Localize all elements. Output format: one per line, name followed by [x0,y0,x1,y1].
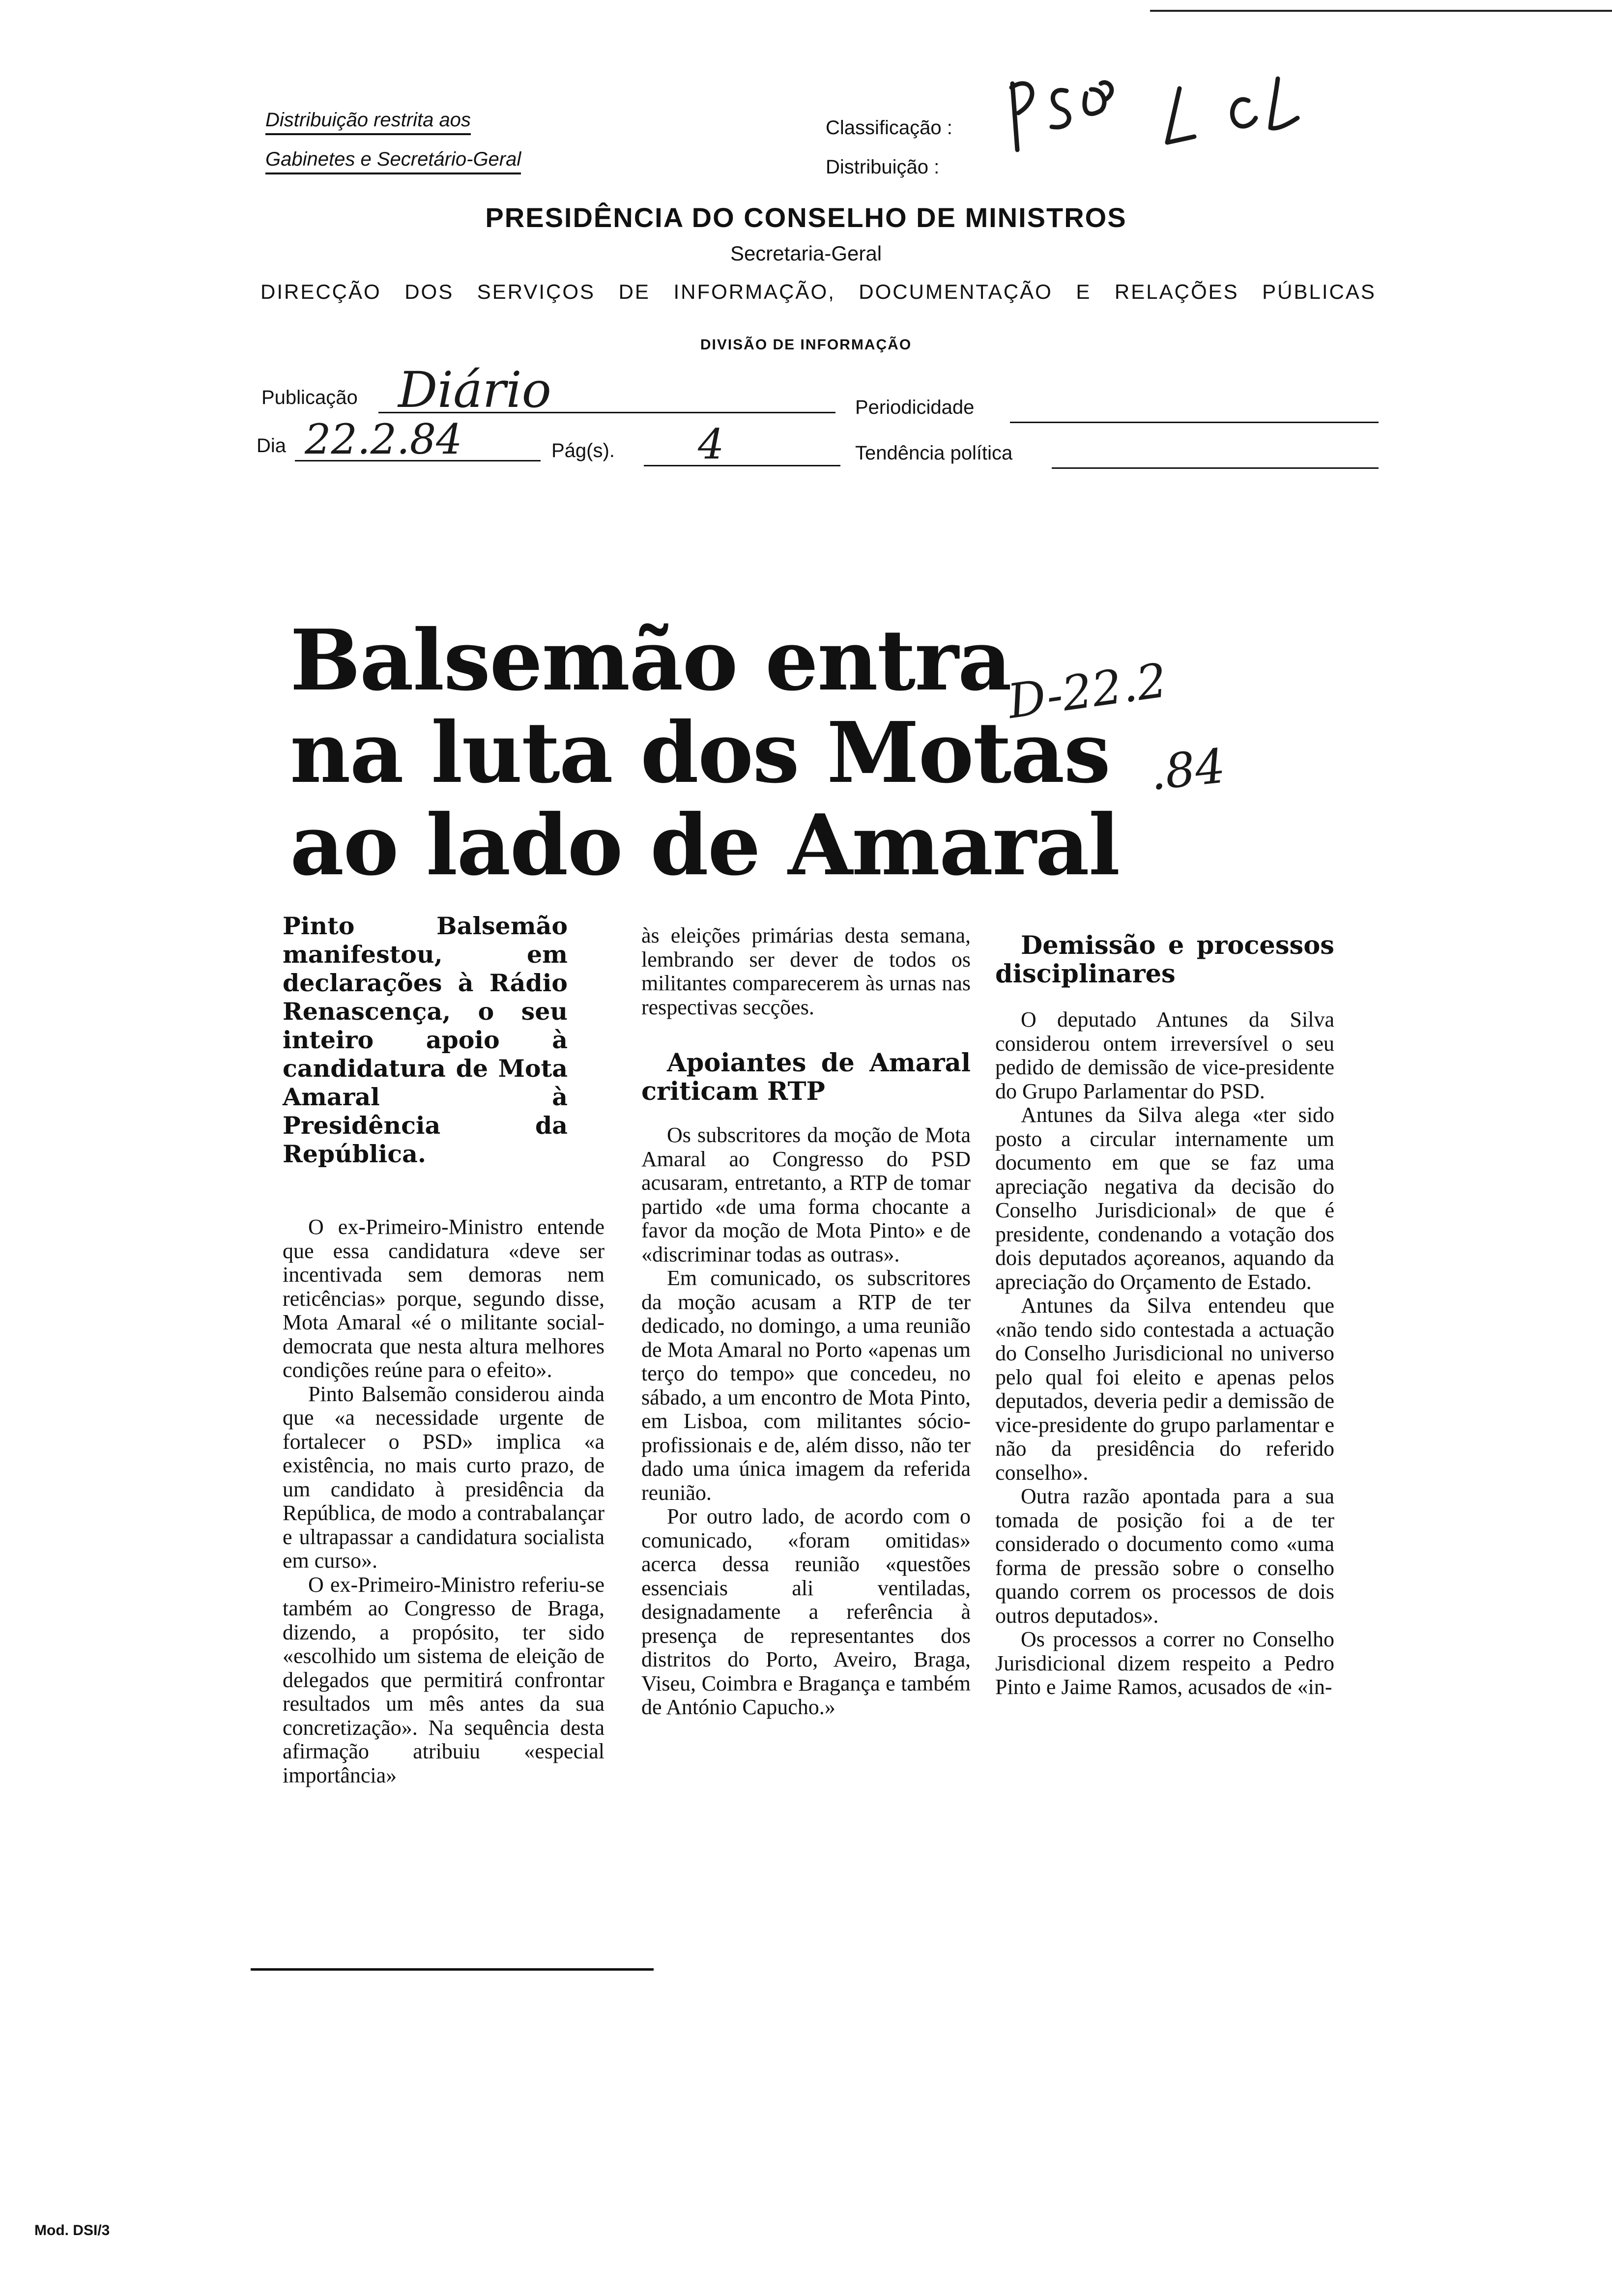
article-paragraph: Pinto Balsemão considerou ainda que «a necessidade urgente de fortalecer o PSD» implica «a existência, no mais curto prazo, de um candidato à presidência da República, de modo a contrabalançar e ultrapassar a candidatura socialista em curso». [283,1381,604,1573]
publicacao-value: Diário [398,361,551,419]
direccao-word: INFORMAÇÃO, [673,280,835,303]
direccao-word: DE [618,280,650,303]
tendencia-label: Tendência política [855,442,1013,464]
direccao-word: PÚBLICAS [1262,280,1376,303]
headline-line: na luta dos Motas [290,704,1110,802]
periodicidade-label: Periodicidade [855,397,975,418]
article-paragraph: Em comunicado, os subscritores da moção acusam a RTP de ter dedicado, no domingo, a uma reunião de Mota Amaral no Porto «apenas um terço do tempo» que concedeu, no sábado, a um encontro de Mota Pinto, em Lisboa, com militantes sócio-profissionais e de, além disso, não ter dado uma única imagem da referida reunião. [641,1266,971,1505]
restricted-distribution-line2: Gabinetes e Secretário-Geral [265,148,521,174]
tendencia-line [1052,467,1379,469]
direccao-word: DIRECÇÃO [260,280,381,303]
article-paragraph: O deputado Antunes da Silva considerou ontem irreversível o seu pedido de demissão de vice-presidente do Grupo Parlamentar do PSD. [995,1007,1334,1103]
pags-value: 4 [698,420,724,468]
article-paragraph: O ex-Primeiro-Ministro entende que essa candidatura «deve ser incentivada sem demoras nem reticências» porque, segundo disse, Mota Amaral «é o militante social-democrata que nesta altura melhores condições reúne para o efeito». [283,1215,604,1382]
dia-value: 22.2.84 [305,415,462,463]
pags-label: Pág(s). [551,440,615,461]
dia-label: Dia [257,435,287,457]
article-paragraph: Outra razão apontada para a sua tomada de posição foi a de ter considerado o documento como «uma forma de pressão sobre o conselho quando correm os processos de dois outros deputados». [995,1484,1334,1628]
article-paragraph: Antunes da Silva alega «ter sido posto a circular internamente um documento em que se faz uma apreciação negativa da decisão do Conselho Jurisdicional» de que é presidente, condenando a votação dos dois deputados açoreanos, aquando da apreciação do Orçamento de Estado. [995,1103,1334,1294]
direccao-word: SERVIÇOS [477,280,596,303]
direccao-word: RELAÇÕES [1114,280,1239,303]
publicacao-label: Publicação [261,387,358,408]
article-subhead-rtp: Apoiantes de Amaral criticam RTP [641,1048,971,1106]
direccao-servicos [260,280,1376,304]
article-column-2 [641,924,971,1720]
secretaria-geral: Secretaria-Geral [730,242,882,265]
divisao-informacao: DIVISÃO DE INFORMAÇÃO [700,337,912,353]
handwritten-date-note-year: .84 [1147,738,1228,801]
restricted-distribution-line1: Distribuição restrita aos [265,109,471,135]
article-lead: Pinto Balsemão manifestou, em declarações à Rádio Renascença, o seu inteiro apoio à candidatura de Mota Amaral à Presidência da República. [283,912,568,1168]
article-bottom-rule [251,1968,654,1971]
classificacao-label: Classificação : [826,117,952,139]
top-edge-rule [1150,10,1612,12]
periodicidade-line [1010,422,1379,423]
article-headline [290,611,1120,894]
handwritten-classification-signature [1003,64,1337,162]
article-subhead-demissao: Demissão e processos disciplinares [995,931,1334,989]
distribuicao-label: Distribuição : [826,156,940,178]
headline-line: ao lado de Amaral [290,796,1120,894]
article-paragraph: Antunes da Silva entendeu que «não tendo sido contestada a actuação do Conselho Jurisdicional no universo pelo qual foi eleito e apenas pelos deputados, deveria pedir a demissão de vice-presidente do grupo parlamentar e não da presidência do referido conselho». [995,1293,1334,1485]
article-paragraph: O ex-Primeiro-Ministro referiu-se também ao Congresso de Braga, dizendo, a propósito, ter sido «escolhido um sistema de eleição de delegados que permitirá confrontar resultados um mês antes da sua concretização». Na sequência desta afirmação atribuiu «especial importância» [283,1572,604,1787]
article-paragraph: Por outro lado, de acordo com o comunicado, «foram omitidas» acerca dessa reunião «questões essenciais ali ventiladas, designadamente a referência à presença de representantes dos distritos do Porto, Aveiro, Braga, Viseu, Coimbra e Bragança e também de António Capucho.» [641,1504,971,1719]
headline-line: Balsemão entra [290,611,1011,710]
presidencia-heading: PRESIDÊNCIA DO CONSELHO DE MINISTROS [485,202,1127,233]
article-paragraph: Os processos a correr no Conselho Jurisdicional dizem respeito a Pedro Pinto e Jaime Ramos, acusados de «in- [995,1627,1334,1699]
article-column-3 [995,931,1334,1699]
direccao-word: DOCUMENTAÇÃO [859,280,1053,303]
article-column-1 [283,912,604,1787]
direccao-word: DOS [404,280,454,303]
direccao-word: E [1076,280,1092,303]
article-paragraph-continuation: às eleições primárias desta semana, lembrando ser dever de todos os militantes comparecerem às urnas nas respectivas secções. [641,923,971,1019]
handwritten-date-note: D-22.2 [1004,652,1171,730]
pags-line [644,465,840,466]
form-model-code: Mod. DSI/3 [34,2222,110,2239]
article-paragraph: Os subscritores da moção de Mota Amaral ao Congresso do PSD acusaram, entretanto, a RTP de tomar partido «de uma forma chocante a favor da moção de Mota Pinto» e de «discriminar todas as outras». [641,1123,971,1266]
